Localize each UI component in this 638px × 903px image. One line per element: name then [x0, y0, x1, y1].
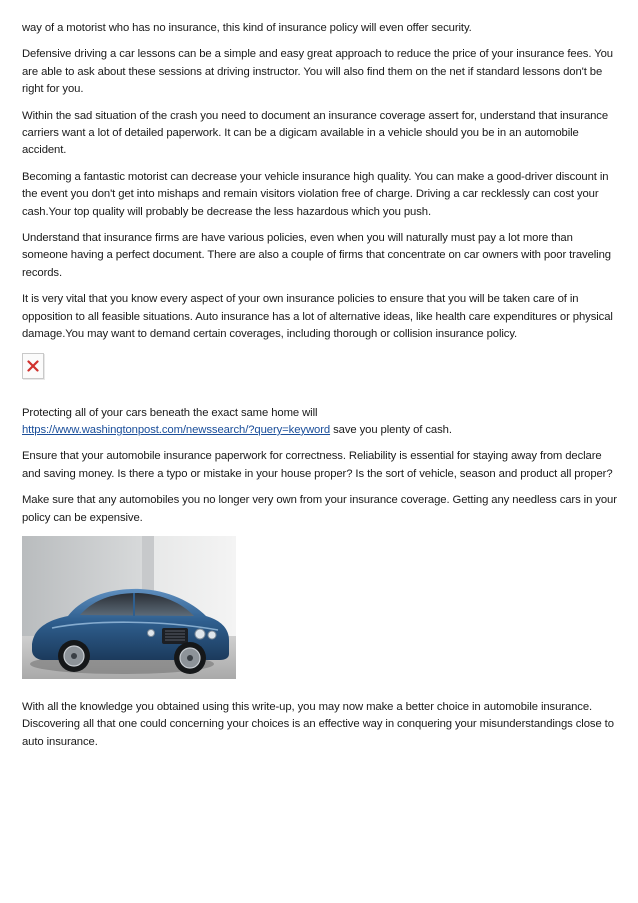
paragraph-4: Becoming a fantastic motorist can decrease your vehicle insurance high quality. You can make a good-driver discount in the event you don't get into mishaps and remain visitors violation free of charge. Driving a car recklessly can cost your cash.Your top quality will probably be decrease the less hazardous which you push. — [22, 170, 609, 218]
paragraph-9: Make sure that any automobiles you no longer very own from your insurance coverage. Getting any needless cars in your policy can be expensive. — [22, 494, 617, 524]
paragraph-3: Within the sad situation of the crash you need to document an insurance coverage assert for, understand that insurance carriers want a lot of detailed paperwork. It can be a digicam available in a vehicle should you be in an automobile accident. — [22, 109, 609, 157]
document-page — [22, 20, 618, 760]
paragraph-10: With all the knowledge you obtained using this write-up, you may now make a better choice in automobile insurance. Discovering all that one could concerning your choices is an effective way in conquering your misunderstandings close to auto insurance. — [22, 700, 614, 748]
paragraph-1: way of a motorist who has no insurance, this kind of insurance policy will even offer security. — [22, 22, 472, 34]
broken-image-placeholder — [22, 353, 44, 379]
paragraph-5: Understand that insurance firms are have various policies, even when you will naturally must pay a lot more than someone having a perfect document. There are also a couple of firms that concentrate on car owners with poor traveling records. — [22, 232, 611, 279]
paragraph-7-tail: save you plenty of cash. — [330, 423, 452, 436]
car-photo — [22, 536, 236, 679]
broken-image-icon — [27, 360, 39, 372]
paragraph-2: Defensive driving a car lessons can be a simple and easy great approach to reduce the price of your insurance fees. You are able to ask about these sessions at driving instructor. You will also find them on the net if standard lessons don't be right for you. — [22, 48, 613, 96]
paragraph-8: Ensure that your automobile insurance paperwork for correctness. Reliability is essential for staying away from declare and saving money. Is there a typo or mistake in your house proper? Is the sort of vehicle, season and product all proper? — [22, 450, 613, 480]
paragraph-7-text: Protecting all of your cars beneath the exact same home will — [22, 406, 318, 419]
paragraph-7 — [22, 405, 618, 440]
washingtonpost-search-link[interactable]: https://www.washingtonpost.com/newssearch/?query=keyword — [22, 423, 331, 436]
paragraph-6: It is very vital that you know every aspect of your own insurance policies to ensure that you will be taken care of in opposition to all feasible situations. Auto insurance has a lot of alternative ideas, like health care expenditures or physical damage.You may want to demand certain coverages, including thorough or collision insurance policy. — [22, 293, 613, 341]
